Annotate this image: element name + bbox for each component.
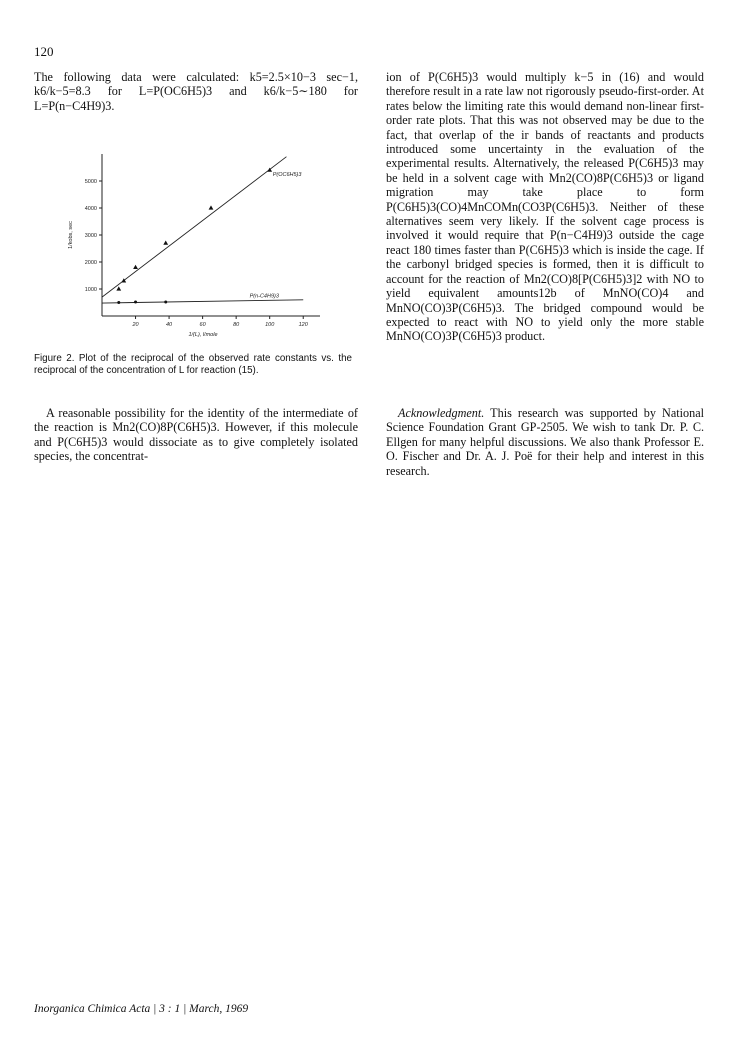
journal-name: Inorganica Chimica Acta [34, 1003, 151, 1015]
y-tick-label: 5000 [84, 179, 97, 185]
data-point-p-oc6h5-3 [116, 286, 121, 290]
series-label-p-oc6h5-3: P(OC6H5)3 [272, 172, 302, 179]
page-number: 120 [34, 44, 54, 59]
x-tick-label: 100 [265, 322, 275, 328]
series-line-p-n-c4h9-3 [102, 300, 303, 303]
figure-2 [34, 150, 358, 350]
y-tick-label: 3000 [84, 233, 97, 239]
right-column-bottom [386, 406, 704, 478]
x-tick-label: 80 [233, 322, 240, 328]
data-point-p-oc6h5-3 [209, 205, 214, 209]
discussion-paragraph: ion of P(C6H5)3 would multiply k−5 in (16) and would therefore result in a rate law not rigorously pseudo-first-order. At rates below the limiting rate this would demand non-linear first-order rate plots. That this was not observed may be due to the fact, that overlap of the ir bands of reactants and products introduced some uncertainty in the evaluation of the experimental results. Alternatively, the released P(C6H5)3 may be held in a solvent cage with Mn2(CO)8P(C6H5)3 or ligand migration may take place to form P(C6H5)3(CO)4MnCOMn(CO3P(C6H5)3. Neither of these alternatives seem very likely. If the solvent cage process is involved it would require that P(n−C4H9)3 outside the cage react 180 times faster than P(C6H5)3 which is inside the cage. If the carbonyl bridged species is formed, then it is difficult to account for the reaction of Mn2(CO)8[P(C6H5)3]2 with NO to yield equivalent amounts12b of MnNO(CO)4 and MnNO(CO)3P(C6H5)3. The bridged compound would be expected to react with NO to yield only the more stable MnNO(CO)3P(C6H5)3 product. [386, 70, 704, 344]
x-tick-label: 120 [298, 322, 308, 328]
figure-2-chart [34, 150, 358, 350]
x-tick-label: 40 [166, 322, 173, 328]
acknowledgment-text: This research was supported by National Science Foundation Grant GP-2505. We wish to tank Dr. P. C. Ellgen for many helpful discussions. We also thank Professor E. O. Fischer and Dr. A. J. Poë for their help and interest in this research. [386, 406, 704, 478]
y-tick-label: 4000 [84, 206, 97, 212]
series-line-p-oc6h5-3 [102, 157, 286, 300]
x-axis-label: 1/(L), l/mole [188, 332, 218, 338]
calculated-data-paragraph: The following data were calculated: k5=2.5×10−3 sec−1, k6/k−5=8.3 for L=P(OC6H5)3 and k6/k−5∼180 for L=P(n−C4H9)3. [34, 70, 358, 113]
left-column-top [34, 70, 358, 113]
data-point-p-oc6h5-3 [133, 265, 138, 269]
y-tick-label: 1000 [84, 287, 97, 293]
data-point-p-n-c4h9-3 [164, 300, 167, 303]
data-point-p-oc6h5-3 [163, 241, 168, 245]
right-column-top [386, 70, 704, 344]
journal-footer [34, 1003, 248, 1015]
series-label-p-n-c4h9-3: P(n-C4H9)3 [249, 293, 279, 300]
acknowledgment-paragraph [386, 406, 704, 478]
y-axis-label: 1/kobs, sec [68, 221, 74, 249]
journal-issue: | 3 : 1 | March, 1969 [150, 1003, 249, 1015]
figure-caption: Figure 2. Plot of the reciprocal of the observed rate constants vs. the reciprocal of the concentration of L for reaction (15). [34, 353, 352, 376]
y-tick-label: 2000 [84, 260, 97, 266]
left-column-bottom [34, 406, 358, 464]
intermediate-paragraph: A reasonable possibility for the identity of the intermediate of the reaction is Mn2(CO)8P(C6H5)3. However, if this molecule and P(C6H5)3 would dissociate as to give completely isolated species, the concentrat- [34, 406, 358, 464]
x-tick-label: 20 [132, 322, 139, 328]
data-point-p-n-c4h9-3 [134, 300, 137, 303]
x-tick-label: 60 [199, 322, 206, 328]
acknowledgment-heading: Acknowledgment. [398, 406, 485, 420]
data-point-p-n-c4h9-3 [117, 301, 120, 304]
